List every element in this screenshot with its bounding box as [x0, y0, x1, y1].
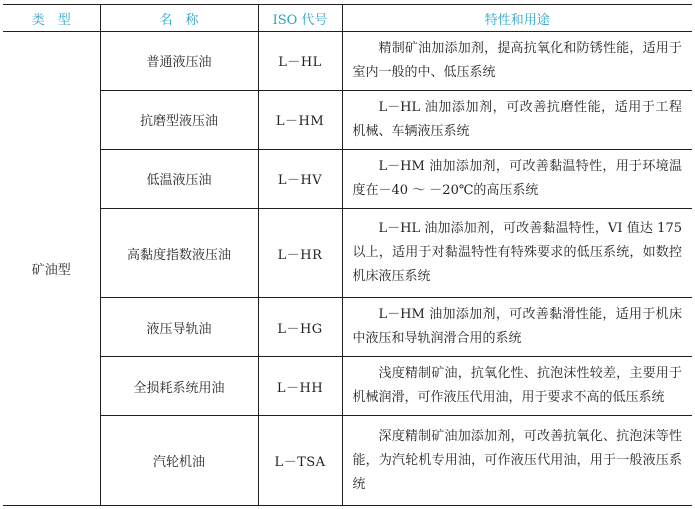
- oil-description: L－HM 油加添加剂，可改善黏滑性能，适用于机床中液压和导轨润滑合用的系统: [342, 298, 692, 357]
- iso-code: L－HR: [258, 208, 342, 298]
- header-properties-uses: 特性和用途: [342, 5, 692, 32]
- oil-name: 普通液压油: [100, 32, 258, 91]
- table-row: [3, 298, 692, 357]
- oil-description: 深度精制矿油加添加剂，可改善抗氧化、抗泡沫等性能，为汽轮机专用油，可作液压代用油，用于一般液压系统: [342, 416, 692, 506]
- oil-description: 精制矿油加添加剂，提高抗氧化和防锈性能，适用于室内一般的中、低压系统: [342, 32, 692, 91]
- table-row: [3, 416, 692, 506]
- table-row: [3, 90, 692, 149]
- hydraulic-oil-table: [3, 4, 692, 506]
- header-type: 类 型: [3, 5, 100, 32]
- iso-code: L－HM: [258, 90, 342, 149]
- oil-name: 汽轮机油: [100, 416, 258, 506]
- oil-name: 高黏度指数液压油: [100, 208, 258, 298]
- oil-name: 全损耗系统用油: [100, 357, 258, 416]
- table-row: [3, 208, 692, 298]
- iso-code: L－HG: [258, 298, 342, 357]
- iso-code: L－HV: [258, 149, 342, 208]
- oil-description: L－HM 油加添加剂，可改善黏温特性，用于环境温度在－40 ～ －20℃的高压系统: [342, 149, 692, 208]
- oil-description: L－HL 油加添加剂，可改善抗磨性能，适用于工程机械、车辆液压系统: [342, 90, 692, 149]
- iso-code: L－HL: [258, 32, 342, 91]
- table-row: [3, 32, 692, 91]
- category-cell: 矿油型: [3, 32, 100, 506]
- table-row: [3, 357, 692, 416]
- header-name: 名 称: [100, 5, 258, 32]
- header-row: [3, 5, 692, 32]
- iso-code: L－TSA: [258, 416, 342, 506]
- oil-description: L－HL 油加添加剂，可改善黏温特性，VI 值达 175 以上，适用于对黏温特性有特殊要求的低压系统，如数控机床液压系统: [342, 208, 692, 298]
- oil-name: 低温液压油: [100, 149, 258, 208]
- oil-name: 液压导轨油: [100, 298, 258, 357]
- table-row: [3, 149, 692, 208]
- iso-code: L－HH: [258, 357, 342, 416]
- oil-description: 浅度精制矿油，抗氧化性、抗泡沫性较差，主要用于机械润滑，可作液压代用油，用于要求不高的低压系统: [342, 357, 692, 416]
- oil-name: 抗磨型液压油: [100, 90, 258, 149]
- header-iso-code: ISO 代号: [258, 5, 342, 32]
